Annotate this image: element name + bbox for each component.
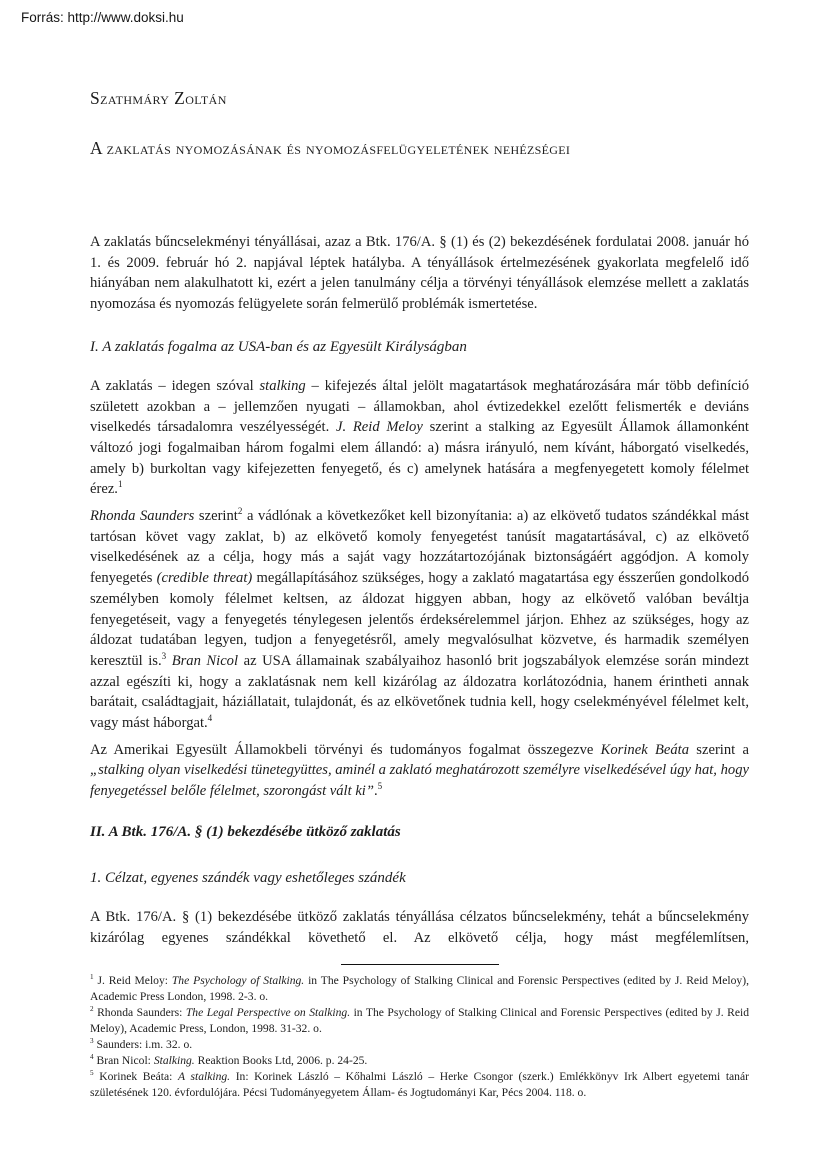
author-name: Szathmáry Zoltán: [90, 88, 227, 108]
section-1-heading: I. A zaklatás fogalma az USA-ban és az Egyesült Királyságban: [90, 338, 467, 355]
footnote-3: $^3$ Saunders: i.m. 32. o.: [90, 1036, 193, 1051]
footnote-4: $^4$ Bran Nicol: Stalking. Reaktion Books Ltd, 2006. p. 24-25.: [90, 1052, 368, 1067]
paragraph-stalking-definition: A zaklatás – idegen szóval stalking – kifejezés által jelölt magatartások meghatározására már több definíció született azokban a – jellemzően nyugati – államokban, ahol évtizedekkel ezelőtt felismerték e deviáns viselkedés társadalomra veszélyességét. J. Reid Meloy szerint a stalking az Egyesült Államok államonként változó jogi fogalmaiban három fogalmi elem állandó: a) másra irányuló, nem kívánt, háborgató viselkedés, amely b) burkoltan vagy kifejezetten fenyegető, és c) amelynek hatására a megfenyegetett komoly félelmet érez.$^1$: [90, 377, 749, 498]
section-2-heading: II. A Btk. 176/A. § (1) bekezdésébe ütköző zaklatás: [90, 823, 401, 840]
paper-title: A zaklatás nyomozásának és nyomozásfelügyeletének nehézségei: [90, 138, 571, 158]
intro-paragraph: A zaklatás bűncselekményi tényállásai, azaz a Btk. 176/A. § (1) és (2) bekezdésének fordulatai 2008. január hó 1. és 2009. február hó 2. napjával léptek hatályba. A tényállások értelmezésének gyakorlata megfelelő idő hiányában nem alakulhatott ki, ezért a jelen tanulmány célja a törvényi tényállások elemzése mellett a zaklatás nyomozása és nyomozás felügyelete során felmerülő problémák ismertetése.: [90, 234, 749, 313]
source-url: Forrás: http://www.doksi.hu: [21, 10, 184, 25]
footnote-5: $^5$ Korinek Beáta: A stalking. In: Korinek László – Kőhalmi László – Herke Csongor (szerk.) Emlékkönyv Irk Albert egyetemi tanár születésének 120. évfordulójára. Pécsi Tudományegyetem Állam- és Jogtudományi Kar, Pécs 2004. 118. o.: [90, 1068, 749, 1099]
footnote-1: $^1$ J. Reid Meloy: The Psychology of Stalking. in The Psychology of Stalking Clinical and Forensic Perspectives (edited by J. Reid Meloy), Academic Press London, 1998. 2-3. o.: [90, 972, 749, 1003]
paper-body: [90, 0, 749, 1101]
paragraph-korinek-quote: Az Amerikai Egyesült Államokbeli törvényi és tudományos fogalmat összegezve Korinek Beáta szerint a „stalking olyan viselkedési tünetegyüttes, aminél a zaklató meghatározott személyre viselkedésével úgy hat, hogy fenyegetéssel belőle félelmet, szorongást vált ki”.$^5$: [90, 741, 749, 800]
footnote-2: $^2$ Rhonda Saunders: The Legal Perspective on Stalking. in The Psychology of Stalking Clinical and Forensic Perspectives (edited by J. Reid Meloy), Academic Press, London, 1998. 31-32. o.: [90, 1004, 749, 1035]
subsection-1-heading: 1. Célzat, egyenes szándék vagy eshetőleges szándék: [90, 869, 406, 886]
footnote-separator: [341, 964, 499, 965]
paragraph-saunders-nicol: Rhonda Saunders szerint$^2$ a vádlónak a következőket kell bizonyítania: a) az elkövető tudatos szándékkal mást tartósan követ vagy zaklat, b) az elkövető komoly fenyegetést tanúsít magatartásával, c) az elkövető viselkedésének az a célja, hogy más a saját vagy hozzátartozójának biztonságáért aggódjon. A komoly fenyegetés (credible threat) megállapításához szükséges, hogy a zaklató magatartása egy ésszerűen gondolkodó személyben komoly félelmet keltsen, az áldozat higgyen abban, hogy az elkövető valóban beváltja fenyegetéseit, vagy a fenyegetés ténylegesen jelentős érdeksérelemmel járjon. Ehhez az szükséges, hogy az áldozat tudatában legyen, tudjon a fenyegetésről, amely megvalósulhat közvetve, és harmadik személyen keresztül is.$^3$ Bran Nicol az USA államainak szabályaihoz hasonló brit jogszabályok elemzése során mindezt azzal egészíti ki, hogy a zaklatásnak nem kell kizárólag az áldozatra korlátozódnia, hanem érintheti annak barátait, családtagjait, háziállatait, tulajdonát, és az elkövetőnek tudnia kell, hogy cselekményével félelmet kelt, vagy mást háborgat.$^4$: [90, 506, 750, 732]
footnotes-block: [90, 973, 749, 1101]
paragraph-celzat: A Btk. 176/A. § (1) bekezdésébe ütköző zaklatás tényállása célzatos bűncselekmény, tehát a bűncselekmény kizárólag egyenes szándékkal követhető el. Az elkövető célja, hogy mást megfélemlítsen,: [90, 908, 749, 946]
